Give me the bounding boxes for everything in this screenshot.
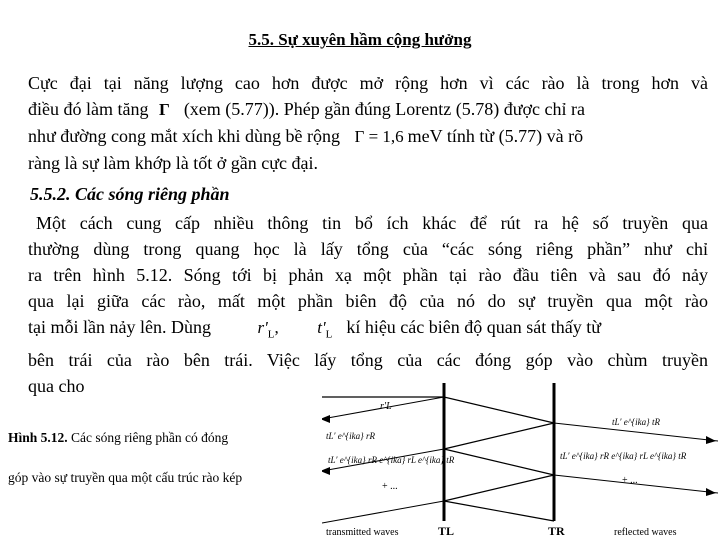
text-fragment: điều đó làm tăng — [28, 99, 149, 119]
label-reflected-3: tL′ e^{ika} rR e^{ika} rL e^{ika} tR — [328, 455, 455, 465]
text-line — [28, 96, 708, 123]
figure-caption-line1 — [8, 430, 320, 446]
reflected-waves-label: reflected waves — [614, 527, 677, 538]
caption-text: Các sóng riêng phần có đóng — [67, 430, 229, 445]
text-fragment: tại mỗi lần nảy lên. Dùng — [28, 317, 211, 337]
figure-caption-line2: góp vào sự truyền qua một cấu trúc rào kép — [8, 470, 243, 485]
text-line: ràng là sự làm khớp là tốt ở gần cực đại. — [28, 153, 318, 173]
caption-label: Hình 5.12. — [8, 430, 68, 445]
math-subscript: L — [325, 328, 333, 341]
transmitted-waves-label: transmitted waves — [326, 527, 399, 538]
label-transmitted-2: tL′ e^{ika} rR e^{ika} rL e^{ika} tR — [560, 451, 687, 461]
text-line: bên trái của rào bên trái. Việc lấy tổng của các đóng góp vào chùm truyền — [28, 350, 708, 371]
text-line: qua lại giữa các rào, mất một phần biên độ của nó do sự truyền qua một rào — [28, 291, 708, 311]
text-fragment: meV tính từ (5.77) và rõ — [407, 126, 584, 146]
paragraph-2 — [28, 210, 708, 399]
text-line — [28, 314, 708, 347]
math-symbol: r' — [257, 318, 268, 337]
barrier-right-label: TR — [548, 524, 565, 538]
label-reflected-2: tL′ e^{ika} rR — [326, 431, 375, 441]
paragraph-1 — [28, 70, 708, 176]
subsection-heading: 5.5.2. Các sóng riêng phần — [30, 184, 230, 204]
math-subscript: L — [267, 328, 275, 341]
section-title: 5.5. Sự xuyên hầm cộng hưởng — [248, 30, 472, 49]
label-transmitted-more: + ... — [622, 475, 638, 486]
text-line: ra trên hình 5.12. Sóng tới bị phản xạ một phần tại rào đầu tiên và sau đó nảy — [28, 265, 708, 285]
math-symbol: t' — [317, 318, 326, 337]
text-fragment: kí hiệu các biên độ quan sát thấy từ — [346, 317, 601, 337]
gamma-value-formula: Γ = 1,6 — [354, 127, 404, 146]
partial-waves-figure — [322, 383, 718, 540]
text-line: qua cho — [28, 376, 85, 397]
barrier-left-label: TL — [438, 524, 455, 538]
partial-waves-diagram — [322, 383, 718, 540]
text-line: thường dùng trong quang học là lấy tổng của “các sóng riêng phần” như chỉ — [28, 239, 708, 259]
label-rL-prime: r′L — [380, 401, 392, 412]
t-prime-symbol — [317, 315, 332, 347]
text-line: Một cách cung cấp nhiều thông tin bổ ích khác để rút ra hệ số truyền qua — [36, 213, 708, 233]
text-fragment: (xem (5.77)). Phép gần đúng Lorentz (5.78) được chỉ ra — [183, 99, 585, 119]
gamma-symbol: Γ — [158, 100, 170, 119]
label-reflected-more: + ... — [382, 481, 398, 492]
text-fragment: như đường cong mắt xích khi dùng bề rộng — [28, 126, 340, 146]
r-prime-symbol: $r'_L$, — [257, 318, 279, 341]
label-transmitted-1: tL′ e^{ika} tR — [612, 417, 660, 427]
text-line — [28, 123, 708, 150]
text-line: Cực đại tại năng lượng cao hơn được mở rộng hơn vì các rào là trong hơn và — [28, 73, 708, 93]
